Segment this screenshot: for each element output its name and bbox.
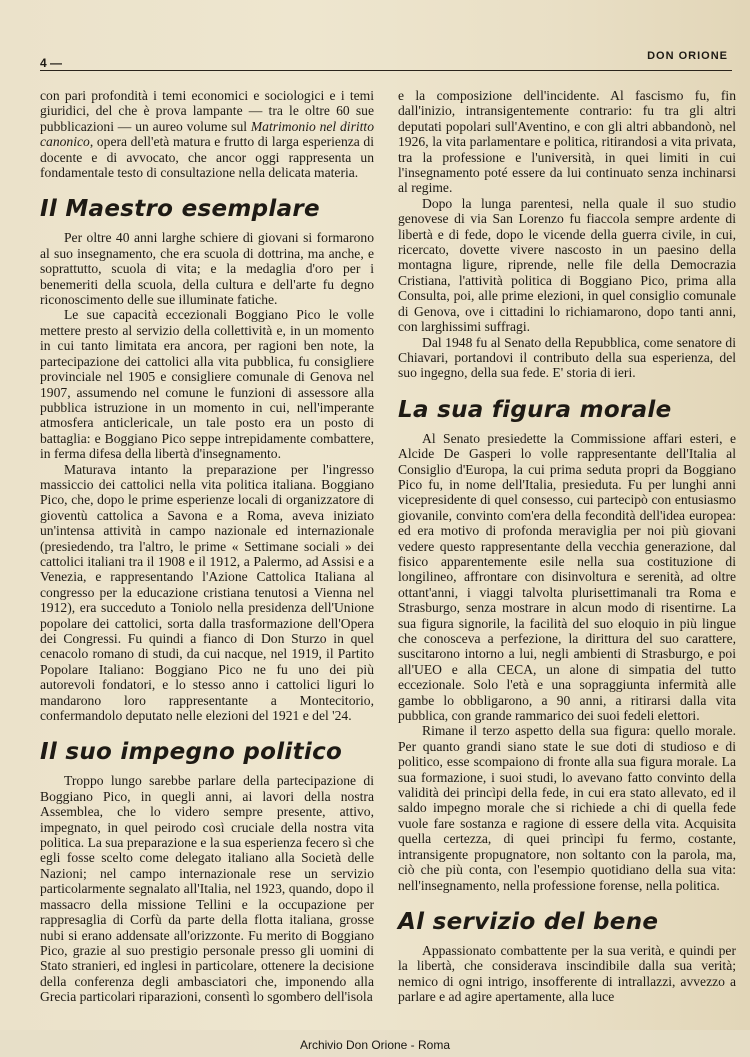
right-column [398,88,736,1005]
section-heading-figura: La sua figura morale [398,396,672,423]
paragraph: Dal 1948 fu al Senato della Repubblica, come senatore di Chiavari, portandovi il contributo della sua esperienza, del suo ingegno, della sua fede. E' storia di ieri. [398,334,736,381]
magazine-title: DON ORIONE [647,50,728,62]
page-number: 4 — [40,56,63,70]
section-heading-servizio: Al servizio del bene [398,908,659,935]
section-heading-maestro: Il Maestro esemplare [40,196,320,223]
paragraph: e la composizione dell'incidente. Al fascismo fu, fin dall'inizio, intransigentemente contrario: fu tra gli altri deputati popolari sull'Aventino, e con gli altri abbandonò, nel 1926, la vita parlamentare e politica, ritirandosi a vita privata, tra la professione e l'università, in quei limiti in cui l'insegnamento poté essere da lui continuato senza inchinarsi al regime. [398,88,736,196]
paragraph: Dopo la lunga parentesi, nella quale il suo studio genovese di via San Lorenzo fu fiaccola sempre ardente di libertà e di fede, dopo le vicende della guerra civile, in cui, ricercato, dovette vivere nascosto in un paesino della montagna ligure, riprende, nelle file della Democrazia Cristiana, l'attività politica di Boggiano Pico, prima alla Consulta, poi, alle prime elezioni, in quel consiglio comunale di Genova, ove i cittadini lo richiamarono, dopo tanti anni, con larghissimi suffragi. [398,195,736,335]
section-heading-impegno: Il suo impegno politico [40,739,343,766]
header-rule [40,70,732,71]
paragraph: Al Senato presiedette la Commissione affari esteri, e Alcide De Gasperi lo volle rappresentante dell'Italia al Consiglio d'Europa, la cui prima seduta propri da Boggiano Pico fu, in nome dell'Italia, presieduta. Fu per lunghi anni vicepresidente di quel consesso, cui partecipò con entusiasmo giovanile, convinto com'era della fecondità dell'idea europea: ed era motivo di profonda meraviglia per noi più giovani vedere questo rappresentante della vecchia generazione, dal fisico apparentemente esile nella sua costituzione di longilineo, affrontare con disinvoltura e serenità, ad oltre ottant'anni, i viaggi talvolta plurisettimanali tra Roma e Strasburgo, senza mostrare in alcun modo di risentirne. La sua figura signorile, la facilità del suo eloquio in più lingue che conosceva a perfezione, la dirittura del suo carattere, suscitarono intorno a lui, negli ambienti di Strasburgo, e poi all'UEO e alla CECA, un alone di simpatia del tutto eccezionale. Solo l'età e una sopraggiunta infermità alle gambe lo obbligarono, a 90 anni, a ritirarsi dalla vita pubblica, con grande rammarico dei suoi fedeli elettori. [398,430,736,724]
archive-footer: Archivio Don Orione - Roma [299,1038,451,1052]
paragraph: Per oltre 40 anni larghe schiere di giovani si formarono al suo insegnamento, che era scuola di dottrina, ma anche, e soprattutto, scuola di vita; e la medaglia d'oro per i benemeriti della scuola, della cultura e dell'arte fu degno riconoscimento delle sue illuminate fatiche. [40,230,374,308]
paragraph: Le sue capacità eccezionali Boggiano Pico le volle mettere presto al servizio della collettività e, in un momento in cui tanto limitata era ancora, per ragioni ben note, la partecipazione dei cattolici alla vita pubblica, fu consigliere provinciale nel 1905 e consigliere comunale di Genova nel 1907, assumendo nel comune le funzioni di assessore alla pubblica istruzione in un momento in cui, nell'imperante atmosfera anticlericale, un tale posto era un posto di battaglia: e Boggiano Pico seppe intrepidamente combattere, in ferma difesa della libertà d'insegnamento. [40,307,374,462]
paragraph: Rimane il terzo aspetto della sua figura: quello morale. Per quanto grandi siano state le sue doti di studioso e di politico, esse scompaiono di fronte alla sua figura morale. La sua formazione, i suoi studi, lo avevano fatto convinto della validità dei princìpi della fede, in cui era stato allevato, ed il saldo impegno morale che si richiede a chi di quella fede vuole fare sostanza e ragione di essere della vita. Acquisita quella certezza, di quei princìpi fu fermo, costante, intransigente propugnatore, non soltanto con la parola, ma, ciò che più conta, con l'esempio quotidiano della sua vita: nell'insegnamento, nella professione forense, nella politica. [398,723,736,893]
paragraph: Appassionato combattente per la sua verità, e quindi per la libertà, che considerava inscindibile dalla sua verità; nemico di ogni intrigo, insofferente di intrallazzi, avvezzo a parlare e ad agire apertamente, alla luce [398,942,736,1005]
paragraph: Troppo lungo sarebbe parlare della partecipazione di Boggiano Pico, in quegli anni, ai lavori della nostra Assemblea, che lo videro sempre presente, attivo, impegnato, in quel peirodo così cruciale della nostra vita politica. La sua preparazione e la sua esperienza fecero sì che egli fosse scelto come delegato italiano alla Società delle Nazioni; nel campo internazionale rese un servizio particolarmente segnalato all'Italia, nel 1923, quando, dopo il massacro della missione Tellini e la occupazione per rappresaglia di Corfù da parte della flotta italiana, grosse nubi si erano addensate all'orizzonte. Fu merito di Boggiano Pico, grazie al suo prestigio personale presso gli uomini di Stato stranieri, ed inglesi in particolare, ottenere la decisione della conferenza degli ambasciatori che, imponendo alla Grecia particolari riparazioni, consentì lo sgombero dell'isola [40,773,374,1005]
page-header [40,50,728,72]
paragraph: con pari profondità i temi economici e sociologici e i temi giuridici, del che è prova lampante — tra le oltre 60 sue pubblicazioni — un aureo volume sul Matrimonio nel diritto canonico, opera dell'età matura e frutto di larga esperienza di docente e di avvocato, che ancor oggi rappresenta un fondamentale testo di consultazione nella delicata materia. [40,88,374,181]
paragraph: Maturava intanto la preparazione per l'ingresso massiccio dei cattolici nella vita politica italiana. Boggiano Pico, che, dopo le prime esperienze locali di organizzatore di gioventù cattolica a Savona e a Roma, aveva iniziato un'intensa attività in campo nazionale ed internazionale (presiedendo, tra l'altro, le prime « Settimane sociali » dei cattolici italiani tra il 1908 e il 1912, a Palermo, ad Assisi e a Venezia, e rappresentando l'Azione Cattolica Italiana al congresso per la educazione cristiana tenutosi a Vienna nel 1912), era succeduto a Toniolo nella presidenza dell'Unione popolare dei cattolici, sorta dalla trasformazione dell'Opera dei Congressi. Fu quindi a fianco di Don Sturzo in quel cenacolo romano di studi, da cui nacque, nel 1919, il Partito Popolare Italiano: Boggiano Pico ne fu uno dei più autorevoli fondatori, e lo stesso anno i cattolici liguri lo mandarono loro rappresentante a Montecitorio, confermandolo deputato nelle elezioni del 1921 e del '24. [40,461,374,724]
book-title: Matrimonio nel diritto canonico [40,118,374,150]
left-column [40,88,374,1005]
